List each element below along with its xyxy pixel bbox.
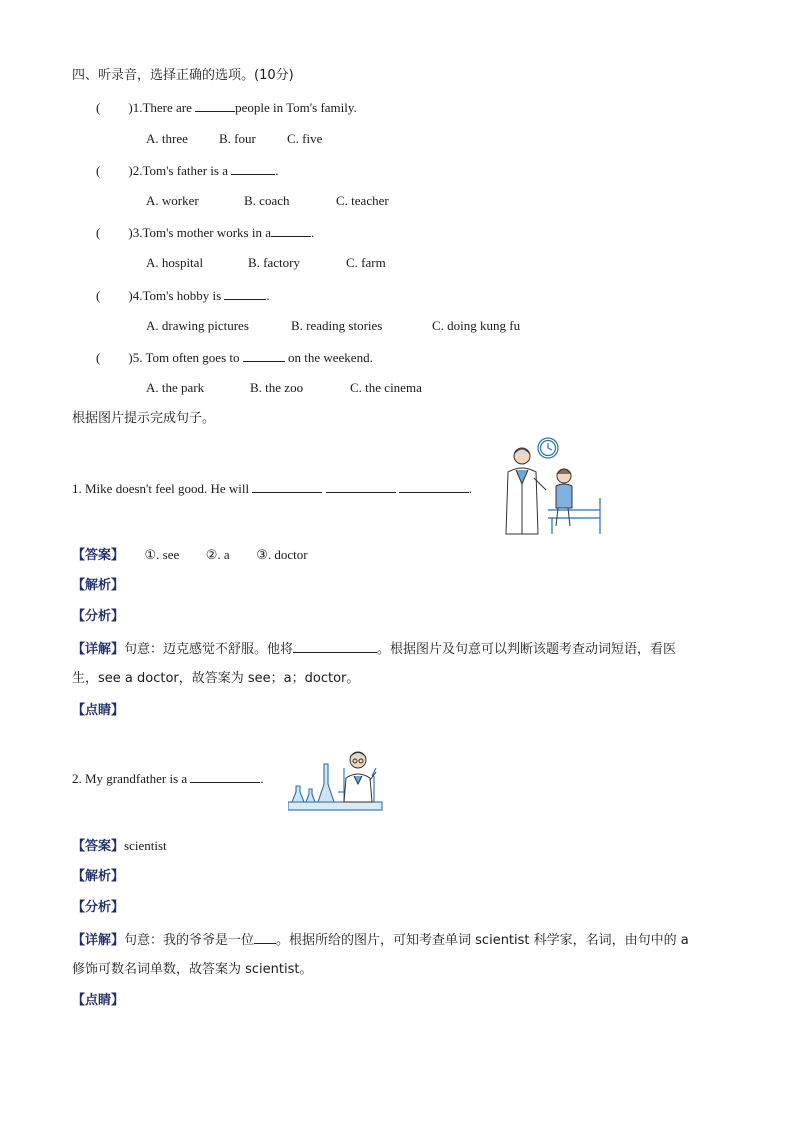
- option-b: B. the zoo: [250, 380, 304, 395]
- blank[interactable]: [224, 286, 266, 300]
- question-2: [96, 161, 279, 180]
- option-a: A. worker: [146, 193, 199, 208]
- option-c: C. teacher: [336, 193, 389, 208]
- answer-tag: 【答案】: [72, 839, 125, 854]
- section-title-listening: 四、听录音，选择正确的选项。(10分): [72, 68, 294, 83]
- detail-line-2: 生，see a doctor，故答案为 see；a；doctor。: [72, 671, 360, 686]
- dianjing-tag: 【点睛】: [72, 993, 125, 1008]
- question-stem-end: .: [468, 481, 473, 496]
- fenxi-tag: 【分析】: [72, 609, 125, 624]
- section-title-picture: 根据图片提示完成句子。: [72, 411, 216, 426]
- question-stem: 4.Tom's hobby is: [132, 288, 225, 303]
- doctor-patient-illustration: [496, 434, 602, 538]
- answer-item: ③. doctor: [256, 547, 308, 562]
- question-stem-end: .: [266, 288, 270, 303]
- answer-paren-open: (: [96, 163, 101, 178]
- option-b: B. factory: [248, 255, 300, 270]
- question-stem: 2. My grandfather is a: [72, 771, 191, 786]
- option-b: B. four: [219, 131, 256, 146]
- question-stem-end: .: [275, 163, 279, 178]
- question-stem: 2.Tom's father is a: [132, 163, 232, 178]
- question-stem: 1.There are: [132, 100, 196, 115]
- answer-paren-open: (: [96, 288, 101, 303]
- answer-paren-close: ): [128, 225, 133, 240]
- answer-row-2: [72, 837, 167, 856]
- question-stem: 1. Mike doesn't feel good. He will: [72, 481, 250, 496]
- question-stem-end: on the weekend.: [284, 350, 373, 365]
- detail-text: 。根据图片及句意可以判断该题考查动词短语，看医: [377, 642, 677, 657]
- option-a: A. hospital: [146, 255, 204, 270]
- sentence-question-1: [72, 479, 472, 498]
- question-stem: 3.Tom's mother works in a: [132, 225, 271, 240]
- question-stem-end: .: [260, 771, 264, 786]
- sentence-question-2: [72, 769, 264, 788]
- answer-item: ②. a: [205, 547, 230, 562]
- option-a: A. the park: [146, 380, 205, 395]
- option-a: A. three: [146, 131, 188, 146]
- analysis-tag: 【解析】: [72, 869, 125, 884]
- analysis-tag: 【解析】: [72, 578, 125, 593]
- option-a: A. drawing pictures: [146, 318, 249, 333]
- detail-tag: 【详解】: [72, 642, 125, 657]
- blank[interactable]: [190, 769, 260, 783]
- blank[interactable]: [231, 161, 275, 175]
- dianjing-tag: 【点睛】: [72, 703, 125, 718]
- detail-tag: 【详解】: [72, 933, 125, 948]
- answer-paren-open: (: [96, 100, 101, 115]
- option-c: C. five: [287, 131, 323, 146]
- answer-paren-open: (: [96, 350, 101, 365]
- answer-paren-open: (: [96, 225, 101, 240]
- blank-3[interactable]: [399, 479, 469, 493]
- detail-text: 句意：我的爷爷是一位: [124, 933, 255, 948]
- blank[interactable]: [195, 98, 235, 112]
- answer-paren-close: ): [128, 350, 133, 365]
- detail-text: 句意：迈克感觉不舒服。他将: [124, 642, 294, 657]
- answer-row-1: [72, 546, 308, 565]
- question-5: [96, 348, 373, 367]
- detail-text: 。根据所给的图片，可知考查单词 scientist 科学家，名词，由句中的 a: [276, 933, 689, 948]
- question-1: [96, 98, 357, 117]
- answer-tag: 【答案】: [72, 548, 125, 563]
- answer-paren-close: ): [128, 288, 133, 303]
- blank-1[interactable]: [252, 479, 322, 493]
- detail-line-2: 修饰可数名词单数，故答案为 scientist。: [72, 962, 313, 977]
- question-stem: 5. Tom often goes to: [132, 350, 243, 365]
- detail-line-1: [72, 639, 676, 659]
- answer-paren-close: ): [128, 163, 133, 178]
- fenxi-tag: 【分析】: [72, 900, 125, 915]
- question-stem-end: people in Tom's family.: [235, 100, 357, 115]
- option-c: C. the cinema: [350, 380, 422, 395]
- blank[interactable]: [271, 223, 311, 237]
- detail-line-1: [72, 930, 689, 950]
- blank: [254, 930, 276, 944]
- question-stem-end: .: [310, 225, 315, 240]
- answer-item: ①. see: [144, 547, 180, 562]
- option-c: C. doing kung fu: [432, 318, 521, 333]
- question-3: [96, 223, 314, 242]
- question-4: [96, 286, 270, 305]
- option-b: B. reading stories: [291, 318, 383, 333]
- option-b: B. coach: [244, 193, 290, 208]
- blank-2[interactable]: [326, 479, 396, 493]
- blank: [293, 639, 377, 653]
- answer-paren-close: ): [128, 100, 133, 115]
- blank[interactable]: [243, 348, 285, 362]
- answer-item: scientist: [124, 838, 167, 853]
- scientist-illustration: [288, 746, 384, 812]
- option-c: C. farm: [346, 255, 386, 270]
